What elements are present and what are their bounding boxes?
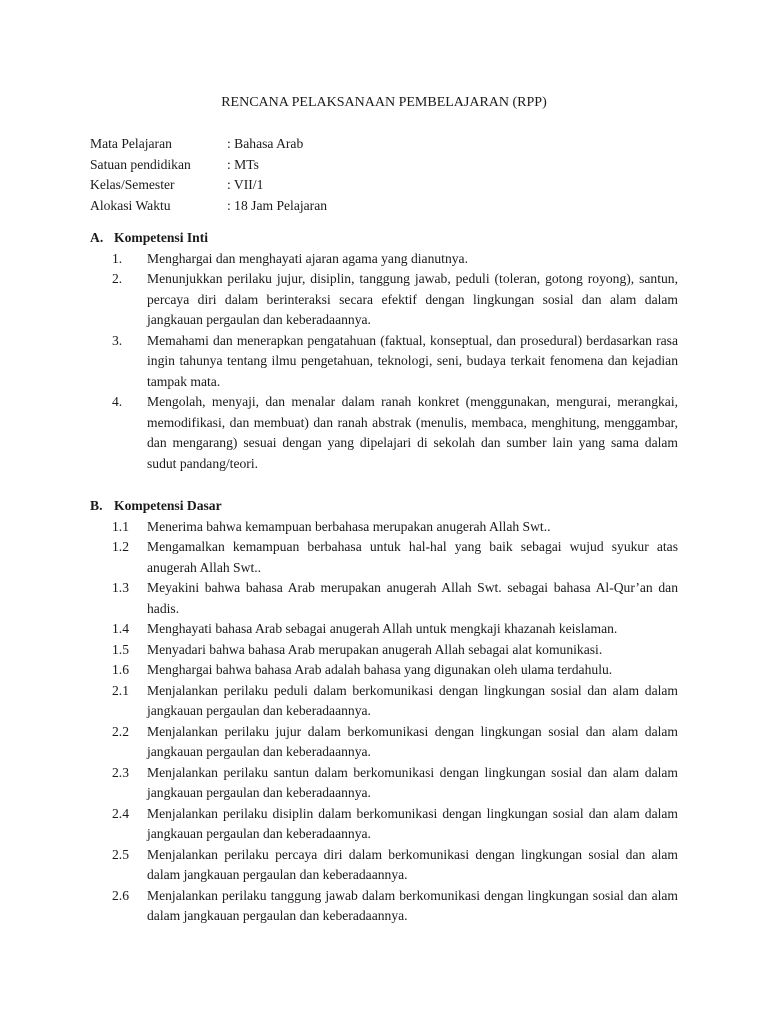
item-text: Menghargai bahwa bahasa Arab adalah bahasa yang digunakan oleh ulama terdahulu. [147,662,613,677]
item-number: 1.2 [112,539,129,554]
item-number: 3. [112,332,123,348]
list-item [90,537,678,578]
list-item [90,660,678,681]
item-number: 4. [112,394,123,409]
item-text: Menjalankan perilaku santun dalam berkomunikasi dengan lingkungan sosial dan alam dalam jangkauan pergaulan dan keberadaannya. [147,764,678,800]
meta-row [90,134,327,155]
list-item [90,619,678,640]
meta-info [90,134,327,216]
section-heading [90,496,678,517]
list-item [90,845,678,886]
item-number: 2.6 [112,887,129,903]
section-letter: B. [90,498,103,513]
meta-value: : 18 Jam Pelajaran [227,197,328,213]
list-item [90,392,678,474]
section-kompetensi-inti [90,228,678,474]
meta-label: Kelas/Semester [90,177,175,192]
item-number: 1.4 [112,621,129,636]
list-item [90,578,678,619]
meta-value: : MTs [227,156,259,172]
list-item [90,517,678,538]
item-number: 2. [112,271,123,286]
meta-value: : VII/1 [227,177,264,192]
item-text: Mengolah, menyaji, dan menalar dalam ranah konkret (menggunakan, mengurai, merangkai, memodifikasi, dan membuat) dan ranah abstrak (menulis, membaca, menghitung, menggambar, dan mengarang) sesuai dengan yang dipelajari di sekolah dan sumber lain yang sama dalam sudut pandang/teori. [147,394,678,471]
item-text: Menyadari bahwa bahasa Arab merupakan anugerah Allah sebagai alat komunikasi. [147,641,603,657]
item-text: Mengamalkan kemampuan berbahasa untuk hal-hal yang baik sebagai wujud syukur atas anugerah Allah Swt.. [147,539,678,575]
meta-row [90,196,327,217]
meta-row [90,175,327,196]
list-item [90,269,678,331]
meta-value: : Bahasa Arab [227,136,304,151]
list-item [90,804,678,845]
item-number: 2.1 [112,682,129,698]
item-number: 1. [112,250,123,266]
section-heading [90,228,678,249]
item-number: 1.5 [112,641,129,657]
item-number: 2.4 [112,805,129,821]
item-text: Menghargai dan menghayati ajaran agama yang dianutnya. [147,250,468,266]
meta-label: Satuan pendidikan [90,156,191,172]
list-item [90,722,678,763]
section-title: Kompetensi Dasar [114,498,222,513]
item-text: Menjalankan perilaku tanggung jawab dalam berkomunikasi dengan lingkungan sosial dan alam dalam jangkauan pergaulan dan keberadaannya. [147,887,678,923]
item-text: Menjalankan perilaku disiplin dalam berkomunikasi dengan lingkungan sosial dan alam dalam jangkauan pergaulan dan keberadaannya. [147,805,678,841]
list-item [90,640,678,661]
item-text: Meyakini bahwa bahasa Arab merupakan anugerah Allah Swt. sebagai bahasa Al-Qur’an dan hadis. [147,580,678,616]
item-text: Menerima bahwa kemampuan berbahasa merupakan anugerah Allah Swt.. [147,518,551,534]
list-item [90,249,678,270]
list-item [90,763,678,804]
section-kompetensi-dasar [90,496,678,927]
list-item [90,331,678,393]
item-text: Menjalankan perilaku jujur dalam berkomunikasi dengan lingkungan sosial dan alam dalam jangkauan pergaulan dan keberadaannya. [147,723,678,759]
item-number: 1.6 [112,662,129,677]
document-title: RENCANA PELAKSANAAN PEMBELAJARAN (RPP) [221,95,547,110]
item-text: Menunjukkan perilaku jujur, disiplin, tanggung jawab, peduli (toleran, gotong royong), santun, percaya diri dalam berinteraksi secara efektif dengan lingkungan sosial dan alam dalam jangkauan pergaulan dan keberadaannya. [147,271,678,327]
section-letter: A. [90,230,104,245]
item-number: 2.3 [112,764,129,780]
item-text: Menghayati bahasa Arab sebagai anugerah Allah untuk mengkaji khazanah keislaman. [147,621,618,636]
meta-label: Mata Pelajaran [90,136,172,151]
item-number: 1.1 [112,518,129,534]
item-number: 1.3 [112,580,129,595]
list-item [90,886,678,927]
item-text: Memahami dan menerapkan pengatahuan (faktual, konseptual, dan prosedural) berdasarkan rasa ingin tahunya tentang ilmu pengetahuan, teknologi, seni, budaya terkait fenomena dan kejadian tampak mata. [147,332,678,389]
section-title: Kompetensi Inti [114,230,209,245]
meta-label: Alokasi Waktu [90,197,171,213]
item-text: Menjalankan perilaku percaya diri dalam berkomunikasi dengan lingkungan sosial dan alam dalam jangkauan pergaulan dan keberadaannya. [147,846,678,882]
item-number: 2.2 [112,723,129,739]
item-number: 2.5 [112,846,129,862]
meta-row [90,155,327,176]
item-text: Menjalankan perilaku peduli dalam berkomunikasi dengan lingkungan sosial dan alam dalam jangkauan pergaulan dan keberadaannya. [147,682,678,718]
list-item [90,681,678,722]
